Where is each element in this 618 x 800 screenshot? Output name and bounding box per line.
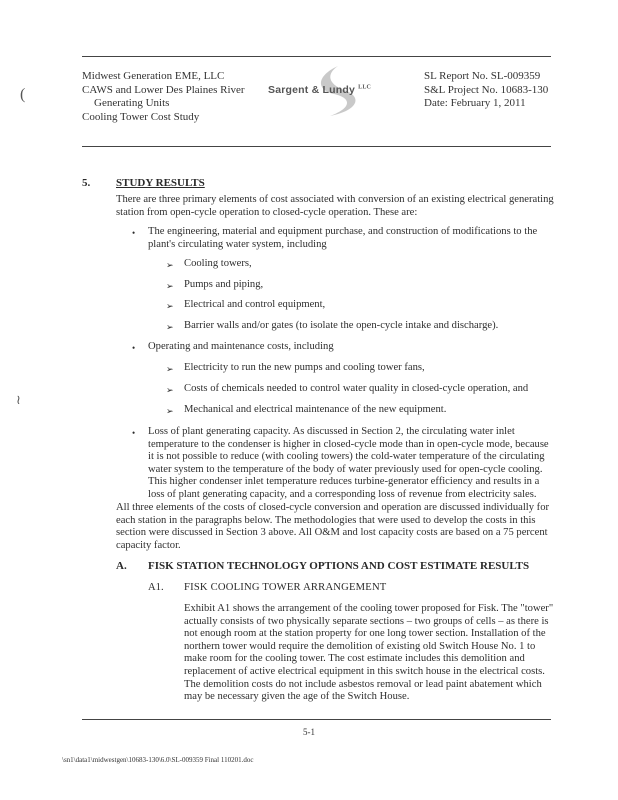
bullet-icon: • — [132, 428, 136, 438]
header-study: Cooling Tower Cost Study — [82, 110, 200, 123]
section-title: STUDY RESULTS — [116, 177, 205, 189]
section-closing — [116, 502, 549, 552]
sub-item: Mechanical and electrical maintenance of the new equipment. — [184, 404, 447, 415]
bullet-line: water system to the temperature of the body of water previously used for open-cycle cooling. — [148, 463, 543, 475]
subsection-a1-title: FISK COOLING TOWER ARRANGEMENT — [184, 582, 387, 593]
bullet-line: temperature to the condenser is higher in closed-cycle mode than in open-cycle mode, because — [148, 438, 549, 450]
sub-item: Pumps and piping, — [184, 279, 264, 290]
section-number: 5. — [82, 177, 91, 189]
bullet-line: Loss of plant generating capacity. As discussed in Section 2, the circulating water inlet — [148, 426, 515, 437]
header-units: Generating Units — [94, 97, 170, 109]
a1-line: not enough room at the station property for one long tower section. Installation of the — [184, 628, 546, 640]
header-bottom-rule — [82, 146, 551, 147]
a1-line: actually consists of two physically separate sections – two groups of cells – as there is — [184, 615, 549, 627]
arrow-bullet-icon: ➢ — [166, 364, 174, 374]
logo-text: Sargent & Lundy — [268, 84, 356, 96]
bullet-item-engineering — [148, 226, 537, 251]
intro-line: There are three primary elements of cost associated with conversion of an existing electrical generating — [116, 194, 554, 205]
subsection-a-title: FISK STATION TECHNOLOGY OPTIONS AND COST ESTIMATE RESULTS — [148, 560, 530, 572]
bullet-line: This higher condenser inlet temperature reduces turbine-generator efficiency and results in a — [148, 476, 540, 488]
file-path: \sn1\data1\midwestgen\10683-130\6.0\SL-009359 Final 110201.doc — [62, 756, 254, 764]
a1-line: Exhibit A1 shows the arrangement of the cooling tower proposed for Fisk. The "tower" — [184, 603, 554, 614]
header-left-block — [82, 70, 245, 124]
arrow-bullet-icon: ➢ — [166, 301, 174, 311]
a1-line: may be necessary given the age of the Switch House. — [184, 691, 410, 703]
project-number: S&L Project No. 10683-130 — [424, 83, 549, 96]
sub-item: Electricity to run the new pumps and cooling tower fans, — [184, 362, 425, 373]
bullet-item-capacity — [148, 426, 549, 502]
bullet-icon: • — [132, 228, 136, 238]
a1-line: northern tower would require the demolition of existing old Switch House No. 1 to — [184, 640, 536, 652]
page-number: 5-1 — [303, 727, 315, 737]
a1-line: The demolition costs do not include asbestos removal or lead paint abatement which — [184, 678, 542, 690]
company-logo — [268, 64, 408, 116]
closing-line: capacity factor. — [116, 539, 181, 551]
subsection-a1-body — [184, 603, 553, 704]
scan-artifact-paren: ( — [20, 86, 26, 103]
sub-item: Barrier walls and/or gates (to isolate the open-cycle intake and discharge). — [184, 320, 499, 331]
arrow-bullet-icon: ➢ — [166, 260, 174, 270]
header-right-block — [424, 70, 548, 111]
closing-line: each station in the paragraphs below. The methodologies that were used to develop the costs in this — [116, 514, 536, 526]
logo-llc-mark: LLC — [358, 84, 372, 91]
header-top-rule — [82, 56, 551, 57]
subsection-a-label: A. — [116, 560, 127, 572]
sub-item: Costs of chemicals needed to control water quality in closed-cycle operation, and — [184, 383, 529, 394]
sub-item: Cooling towers, — [184, 258, 252, 269]
bullet-item-om: Operating and maintenance costs, including — [148, 341, 334, 352]
a1-line: replacement of active electrical equipment in this switch house in the electrical costs. — [184, 665, 545, 677]
arrow-bullet-icon: ➢ — [166, 281, 174, 291]
footer-rule — [82, 719, 551, 720]
intro-line: station from open-cycle operation to closed-cycle operation. These are: — [116, 206, 418, 218]
closing-line: All three elements of the costs of closed-cycle conversion and operation are discussed individually for — [116, 502, 550, 513]
arrow-bullet-icon: ➢ — [166, 322, 174, 332]
scan-artifact-mark: ≀ — [16, 392, 21, 407]
header-project: CAWS and Lower Des Plaines River — [82, 83, 245, 96]
bullet-line: The engineering, material and equipment purchase, and construction of modifications to the — [148, 226, 538, 237]
bullet-line: it is not possible to reduce (with cooling towers) the cold-water temperature of the circulating — [148, 451, 545, 463]
subsection-a1-label: A1. — [148, 582, 164, 593]
bullet-icon: • — [132, 343, 136, 353]
bullet-line: loss of plant generating capacity, and a corresponding loss of revenue from electricity sales. — [148, 488, 537, 500]
bullet-line: plant's circulating water system, including — [148, 238, 327, 250]
section-intro — [116, 194, 554, 219]
arrow-bullet-icon: ➢ — [166, 406, 174, 416]
a1-line: make room for the cooling tower. The cost estimate includes this demolition and — [184, 653, 525, 665]
report-date: Date: February 1, 2011 — [424, 97, 526, 109]
header-company: Midwest Generation EME, LLC — [82, 70, 225, 82]
arrow-bullet-icon: ➢ — [166, 385, 174, 395]
closing-line: section were discussed in Section 3 above. All O&M and lost capacity costs are based on a 75 percent — [116, 527, 548, 539]
sub-item: Electrical and control equipment, — [184, 299, 326, 310]
report-number: SL Report No. SL-009359 — [424, 70, 541, 82]
